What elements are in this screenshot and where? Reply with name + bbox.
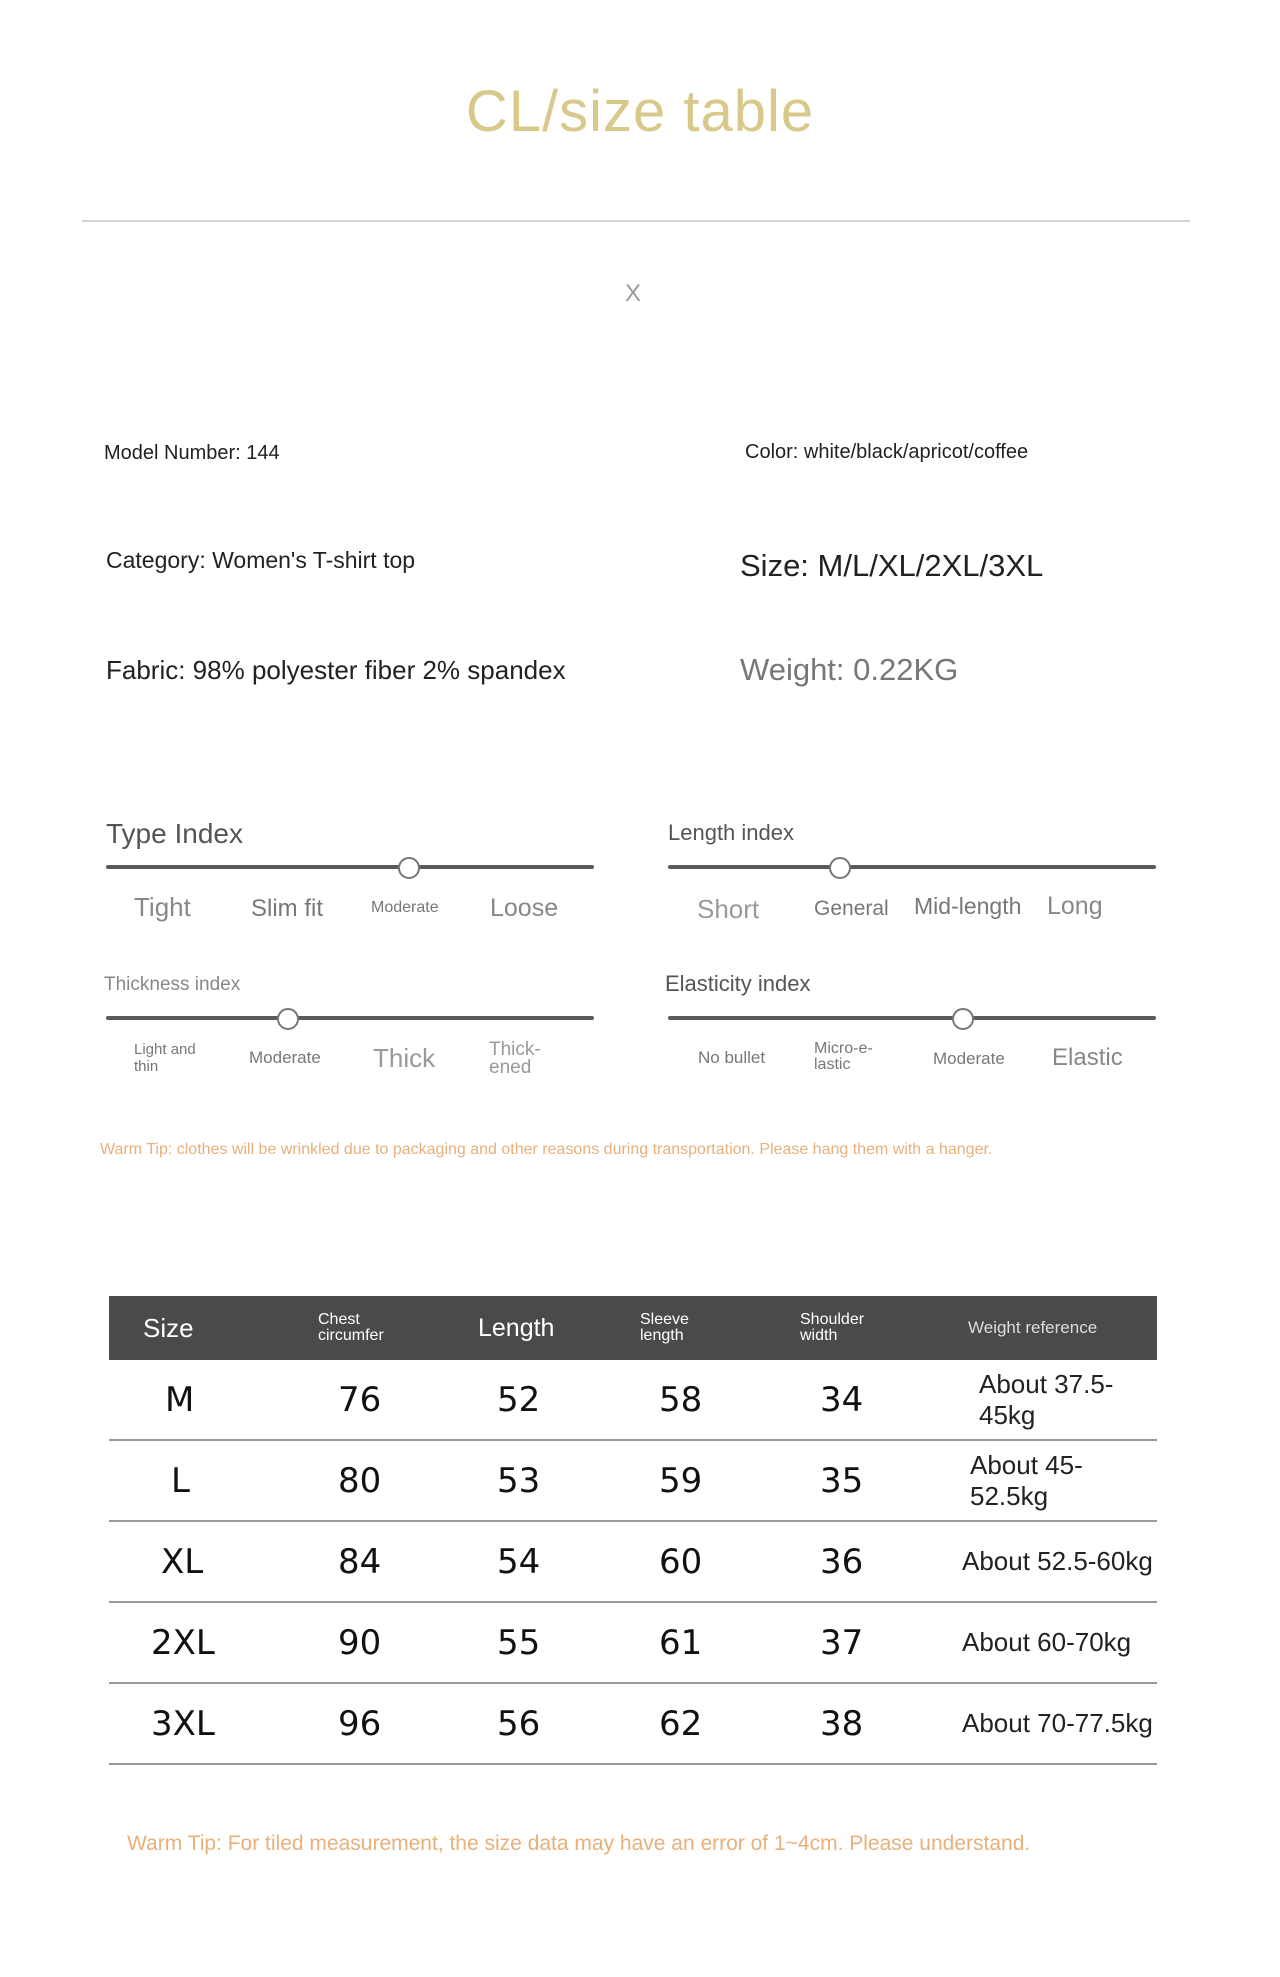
cell-length: 52 <box>478 1360 640 1440</box>
elasticity-index-marker <box>952 1008 974 1030</box>
header-length: Length <box>478 1296 640 1360</box>
cell-size: 2XL <box>109 1602 318 1683</box>
type-option: Tight <box>134 892 191 922</box>
cell-chest: 90 <box>318 1602 478 1683</box>
size-info: Size: M/L/XL/2XL/3XL <box>740 548 1044 583</box>
type-index-title: Type Index <box>106 818 243 849</box>
length-option-selected: General <box>814 897 889 920</box>
cell-weight: About 52.5-60kg <box>962 1521 1157 1602</box>
type-index-marker <box>398 857 420 879</box>
cell-sleeve: 60 <box>640 1521 800 1602</box>
size-table <box>109 1296 1157 1765</box>
weight-info: Weight: 0.22KG <box>740 652 959 687</box>
elasticity-option: No bullet <box>698 1048 766 1067</box>
page-title: CL/size table <box>465 79 815 144</box>
color-info: Color: white/black/apricot/coffee <box>745 441 1029 463</box>
title-divider <box>82 220 1190 222</box>
elasticity-index-track <box>668 1016 1156 1020</box>
cell-chest: 96 <box>318 1683 478 1764</box>
cell-chest: 84 <box>318 1521 478 1602</box>
fabric-info: Fabric: 98% polyester fiber 2% spandex <box>106 655 566 685</box>
x-mark: X <box>624 280 641 307</box>
cell-weight: About 45-52.5kg <box>962 1440 1157 1521</box>
thickness-option: Thick-ened <box>489 1039 541 1078</box>
thickness-option: Light and thin <box>134 1041 196 1075</box>
length-index-marker <box>829 857 851 879</box>
table-header-row <box>109 1296 1157 1360</box>
warm-tip-measurement: Warm Tip: For tiled measurement, the size data may have an error of 1~4cm. Please understand. <box>127 1832 1031 1855</box>
cell-shoulder: 36 <box>800 1521 962 1602</box>
type-index-track <box>106 865 594 869</box>
length-option: Long <box>1047 892 1103 920</box>
length-index-track <box>668 865 1156 869</box>
type-option: Slim fit <box>251 895 323 922</box>
cell-size: M <box>109 1360 318 1440</box>
header-size: Size <box>109 1296 318 1360</box>
model-number: Model Number: 144 <box>104 442 280 464</box>
cell-shoulder: 37 <box>800 1602 962 1683</box>
cell-sleeve: 58 <box>640 1360 800 1440</box>
elasticity-option: Micro-e-lastic <box>814 1040 873 1073</box>
cell-size: 3XL <box>109 1683 318 1764</box>
table-row <box>109 1602 1157 1683</box>
table-row <box>109 1521 1157 1602</box>
thickness-index-track <box>106 1016 594 1020</box>
elasticity-option: Elastic <box>1052 1044 1123 1071</box>
cell-length: 56 <box>478 1683 640 1764</box>
header-shoulder: Shoulder width <box>800 1296 962 1360</box>
cell-sleeve: 61 <box>640 1602 800 1683</box>
type-option: Loose <box>490 894 559 922</box>
cell-weight: About 60-70kg <box>962 1602 1157 1683</box>
header-sleeve: Sleeve length <box>640 1296 800 1360</box>
cell-length: 54 <box>478 1521 640 1602</box>
cell-sleeve: 59 <box>640 1440 800 1521</box>
category-info: Category: Women's T-shirt top <box>106 547 416 573</box>
cell-shoulder: 35 <box>800 1440 962 1521</box>
header-weight: Weight reference <box>962 1296 1157 1360</box>
table-row <box>109 1683 1157 1764</box>
thickness-index-title: Thickness index <box>104 974 241 995</box>
length-option: Short <box>697 894 760 924</box>
thickness-index-marker <box>277 1008 299 1030</box>
cell-weight: About 70-77.5kg <box>962 1683 1157 1764</box>
elasticity-option-selected: Moderate <box>933 1049 1005 1068</box>
cell-chest: 80 <box>318 1440 478 1521</box>
header-chest: Chest circumfer <box>318 1296 478 1360</box>
length-option: Mid-length <box>914 893 1022 919</box>
thickness-option-selected: Moderate <box>249 1048 321 1067</box>
cell-size: XL <box>109 1521 318 1602</box>
elasticity-index-title: Elasticity index <box>665 971 811 996</box>
thickness-option: Thick <box>373 1043 436 1073</box>
cell-chest: 76 <box>318 1360 478 1440</box>
cell-length: 55 <box>478 1602 640 1683</box>
cell-length: 53 <box>478 1440 640 1521</box>
table-row <box>109 1440 1157 1521</box>
warm-tip-packaging: Warm Tip: clothes will be wrinkled due to packaging and other reasons during transportation. Please hang them with a hanger. <box>100 1141 993 1158</box>
cell-shoulder: 38 <box>800 1683 962 1764</box>
cell-shoulder: 34 <box>800 1360 962 1440</box>
cell-size: L <box>109 1440 318 1521</box>
cell-sleeve: 62 <box>640 1683 800 1764</box>
type-option-selected: Moderate <box>371 899 439 916</box>
table-row <box>109 1360 1157 1440</box>
length-index-title: Length index <box>668 820 794 845</box>
cell-weight: About 37.5-45kg <box>962 1360 1157 1440</box>
